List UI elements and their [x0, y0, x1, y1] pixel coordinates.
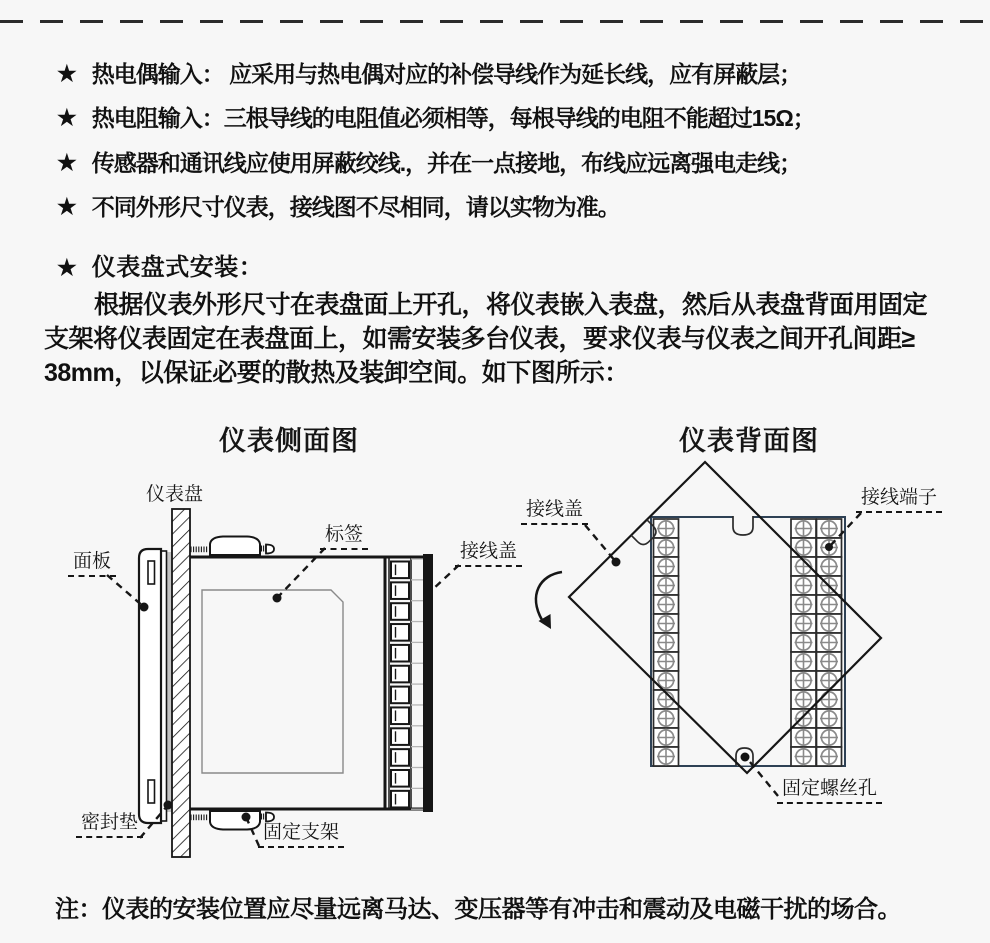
- back-view-title: 仪表背面图: [679, 426, 819, 456]
- side-view-title: 仪表侧面图: [219, 426, 359, 456]
- label-tag: 标签: [320, 524, 368, 550]
- terminal-blocks: [654, 519, 842, 766]
- screw-head-top: [266, 545, 274, 554]
- notice-item: [57, 104, 815, 132]
- notice-text: 热电阻输入：三根导线的电阻值必须相等，每根导线的电阻不能超过15Ω；: [91, 105, 815, 131]
- wiring-cover-bar: [423, 554, 433, 812]
- paragraph-line: 根据仪表外形尺寸在表盘面上开孔，将仪表嵌入表盘，然后从表盘背面用固定: [94, 291, 928, 319]
- bezel-clip-bottom: [148, 780, 155, 803]
- label-fixing-bracket: 固定支架: [258, 822, 344, 848]
- panel-hatch-bar: [172, 509, 190, 857]
- star-bullet-icon: ★: [57, 61, 77, 86]
- fixing-bracket-bottom: [210, 811, 260, 830]
- notice-item: [57, 149, 801, 177]
- section-heading: [57, 253, 263, 282]
- screw-head-bottom: [266, 813, 274, 822]
- fixing-bracket-top: [210, 537, 260, 556]
- paragraph-line: 38mm，以保证必要的散热及装卸空间。如下图所示：: [44, 359, 629, 387]
- bottom-note: 注：仪表的安装位置应尽量远离马达、变压器等有冲击和震动及电磁干扰的场合。: [55, 896, 901, 923]
- rotation-arrow-icon: [536, 572, 562, 629]
- label-terminals: 接线端子: [856, 487, 942, 513]
- star-bullet-icon: ★: [57, 255, 77, 280]
- installation-paragraph: [44, 288, 974, 390]
- label-front-panel: 面板: [68, 551, 116, 577]
- label-panel-board: 仪表盘: [146, 484, 204, 505]
- notice-item: [57, 60, 801, 88]
- star-bullet-icon: ★: [57, 150, 77, 175]
- label-fixing-screw-hole: 固定螺丝孔: [777, 778, 882, 804]
- label-seal-gasket: 密封垫: [76, 812, 143, 838]
- fixing-screw-hole-dot: [741, 753, 750, 762]
- section-title: 仪表盘式安装：: [91, 254, 264, 281]
- paragraph-line: 支架将仪表固定在表盘面上，如需安装多台仪表，要求仪表与仪表之间开孔间距≥: [44, 325, 915, 353]
- label-wiring-cover-back: 接线盖: [521, 499, 588, 525]
- tag-area-outline: [202, 590, 343, 773]
- star-bullet-icon: ★: [57, 194, 77, 219]
- top-dashed-divider: [0, 20, 990, 23]
- instrument-case: [166, 557, 424, 809]
- terminal-ladder: [389, 557, 423, 809]
- bezel-clip-top: [148, 561, 155, 584]
- notice-text: 不同外形尺寸仪表，接线图不尽相同，请以实物为准。: [91, 194, 620, 220]
- notice-item: [57, 193, 620, 221]
- label-wiring-cover-side: 接线盖: [455, 541, 522, 567]
- top-notch: [733, 516, 753, 535]
- notice-text: 传感器和通讯线应使用屏蔽绞线.，并在一点接地，布线应远离强电走线；: [91, 150, 802, 176]
- notice-text: 热电偶输入： 应采用与热电偶对应的补偿导线作为延长线，应有屏蔽层；: [91, 61, 802, 87]
- side-view-diagram: [60, 455, 530, 870]
- star-bullet-icon: ★: [57, 105, 77, 130]
